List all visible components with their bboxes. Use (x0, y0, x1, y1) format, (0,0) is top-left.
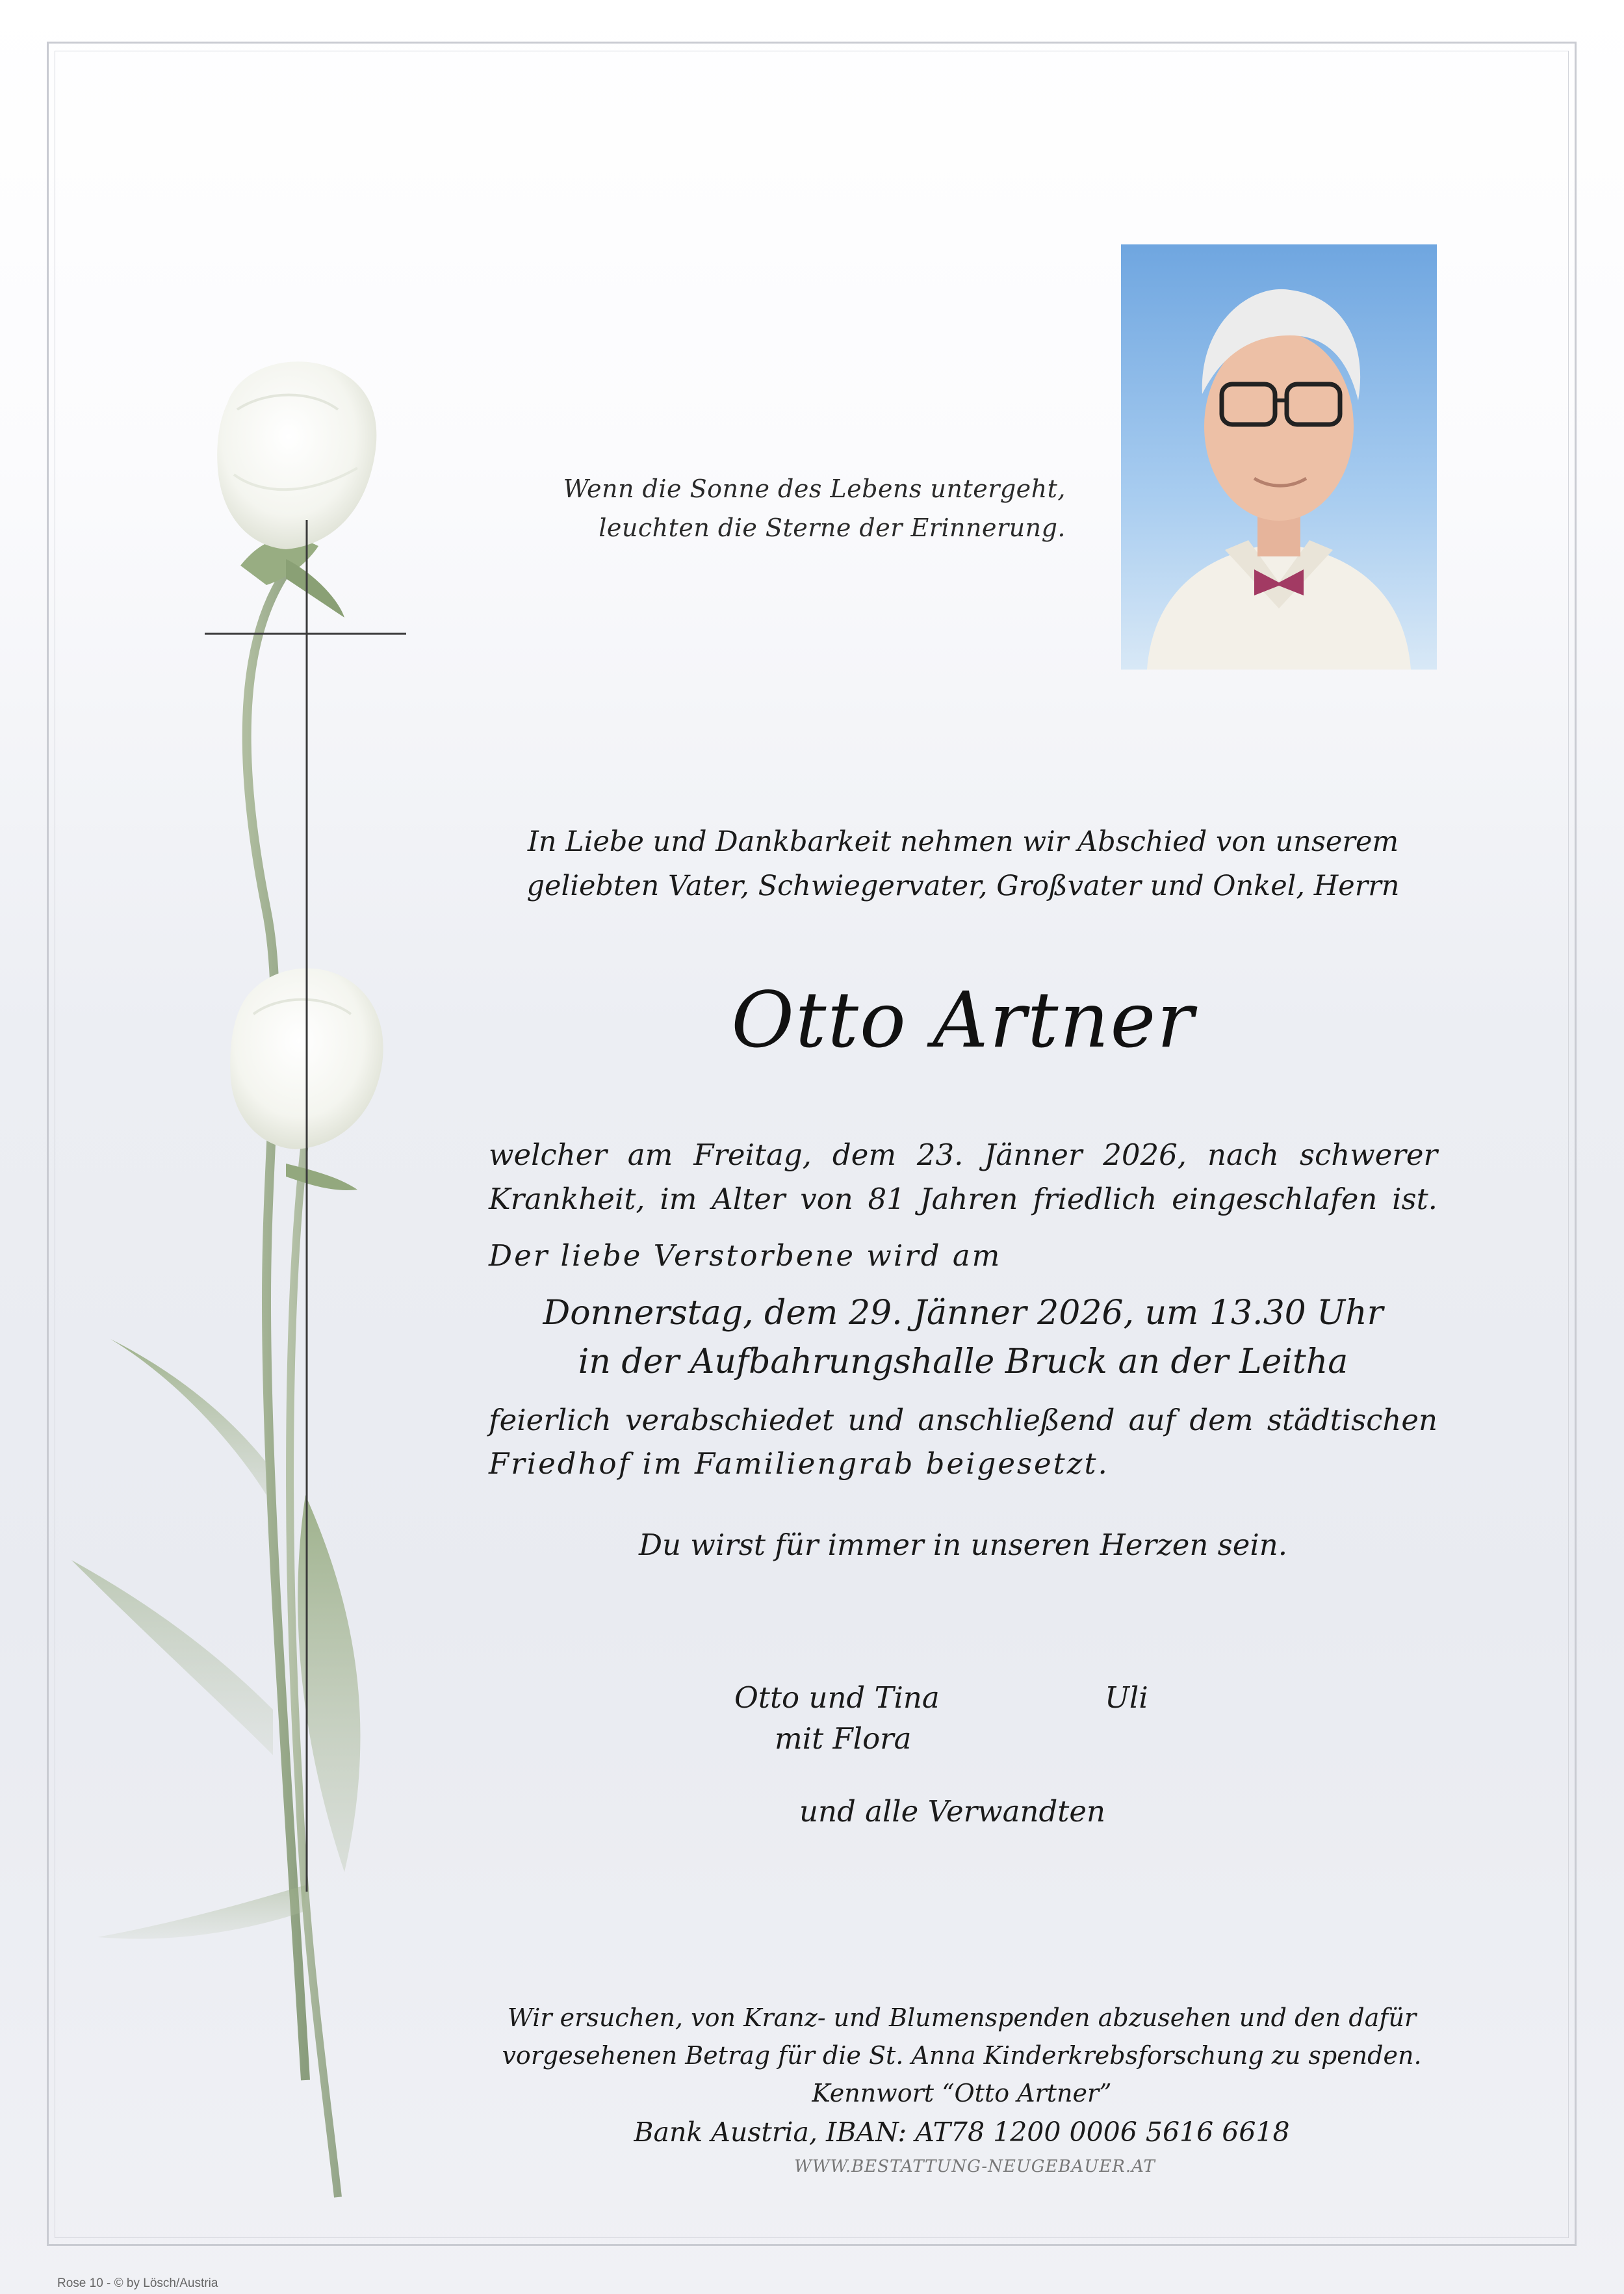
portrait-photo (1121, 244, 1437, 670)
ceremony-detail-1: feierlich verabschiedet und anschließend auf dem städtischen (489, 1403, 1437, 1437)
ceremony-date: Donnerstag, dem 29. Jänner 2026, um 13.30 Uhr (543, 1294, 1384, 1333)
death-info-line-2: Krankheit, im Alter von 81 Jahren friedlich eingeschlafen ist. (489, 1182, 1437, 1216)
donation-line-4: Bank Austria, IBAN: AT78 1200 0006 5616 6618 (634, 2117, 1290, 2148)
death-info-line-1: welcher am Freitag, dem 23. Jänner 2026, nach schwerer (489, 1138, 1437, 1172)
donation-line-3: Kennwort “Otto Artner” (812, 2079, 1112, 2107)
donation-line-2: vorgesehenen Betrag für die St. Anna Kinderkrebsforschung zu spenden. (502, 2041, 1422, 2070)
ceremony-detail-2: Friedhof im Familiengrab beigesetzt. (489, 1446, 1109, 1481)
closing-line: Du wirst für immer in unseren Herzen sein. (638, 1528, 1288, 1562)
intro-line-1: In Liebe und Dankbarkeit nehmen wir Abschied von unserem (527, 826, 1399, 858)
website-url: WWW.BESTATTUNG-NEUGEBAUER.AT (794, 2157, 1155, 2176)
mourners-group-1-line-1: Otto und Tina (734, 1680, 940, 1715)
motto-line-1: Wenn die Sonne des Lebens untergeht, (563, 475, 1066, 503)
rose-decoration (71, 325, 526, 2210)
donation-line-1: Wir ersuchen, von Kranz- und Blumenspenden abzusehen und den dafür (507, 2003, 1417, 2032)
mourners-all: und alle Verwandten (799, 1794, 1105, 1829)
ceremony-lead: Der liebe Verstorbene wird am (489, 1238, 1002, 1273)
intro-line-2: geliebten Vater, Schwiegervater, Großvater und Onkel, Herrn (526, 870, 1400, 902)
image-credit: Rose 10 - © by Lösch/Austria (57, 2276, 218, 2290)
ceremony-place: in der Aufbahrungshalle Bruck an der Leitha (578, 1342, 1348, 1381)
motto-line-2: leuchten die Sterne der Erinnerung. (599, 514, 1066, 542)
mourners-group-2: Uli (1105, 1680, 1148, 1715)
mourners-group-1-line-2: mit Flora (775, 1721, 912, 1756)
deceased-name: Otto Artner (731, 975, 1195, 1065)
